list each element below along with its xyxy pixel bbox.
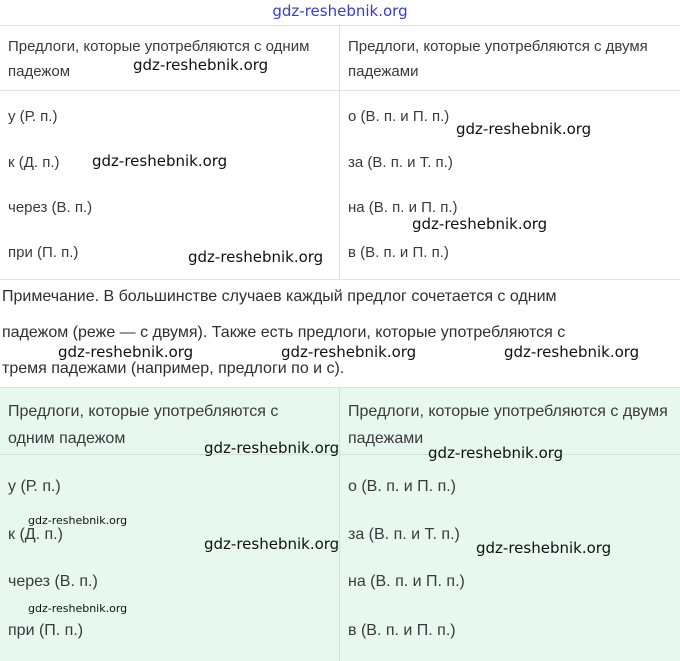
table2-right-cell: за (В. п. и Т. п.) (348, 526, 460, 543)
note-line-2: падежом (реже — с двумя). Также есть предлоги, которые употребляются с (2, 324, 566, 341)
table2-left-cell: через (В. п.) (8, 573, 98, 590)
watermark-overlay: gdz-reshebnik.org (204, 439, 340, 457)
watermark-overlay: gdz-reshebnik.org (28, 514, 128, 527)
watermark-overlay: gdz-reshebnik.org (92, 152, 228, 170)
table2-left-cell: при (П. п.) (8, 622, 84, 639)
watermark-overlay: gdz-reshebnik.org (188, 248, 324, 266)
header-divider (0, 454, 680, 455)
column-divider (339, 26, 340, 279)
watermark-overlay: gdz-reshebnik.org (412, 215, 548, 233)
table2-header-right: Предлоги, которые употребляются с двумя падежами (348, 403, 668, 447)
watermark-overlay: gdz-reshebnik.org (58, 343, 194, 361)
watermark-overlay: gdz-reshebnik.org (133, 56, 269, 74)
table1-right-cell: на (В. п. и П. п.) (348, 199, 458, 216)
table1-left-cell: через (В. п.) (8, 199, 93, 216)
column-divider (339, 388, 340, 661)
watermark-overlay: gdz-reshebnik.org (428, 444, 564, 462)
note-line-1: Примечание. В большинстве случаев каждый предлог сочетается с одним (2, 288, 557, 305)
table1-right-cell: в (В. п. и П. п.) (348, 244, 449, 261)
table2-left-cell: к (Д. п.) (8, 526, 63, 543)
watermark-overlay: gdz-reshebnik.org (476, 539, 612, 557)
table2-right-cell: о (В. п. и П. п.) (348, 478, 456, 495)
table1-left-cell: при (П. п.) (8, 244, 79, 261)
table2-right-cell: в (В. п. и П. п.) (348, 622, 456, 639)
table2-right-cell: на (В. п. и П. п.) (348, 573, 465, 590)
note-line-3: тремя падежами (например, предлоги по и с). (2, 360, 345, 377)
table1-header-left: Предлоги, которые употребляются с одним падежом (8, 38, 310, 80)
table2-header-left: Предлоги, которые употребляются с одним падежом (8, 403, 279, 447)
watermark-overlay: gdz-reshebnik.org (281, 343, 417, 361)
table1-left-cell: у (Р. п.) (8, 108, 58, 125)
watermark-overlay: gdz-reshebnik.org (504, 343, 640, 361)
top-watermark: gdz-reshebnik.org (272, 2, 408, 20)
table1-header-right: Предлоги, которые употребляются с двумя падежами (348, 38, 648, 80)
table2-left-cell: у (Р. п.) (8, 478, 61, 495)
header-divider (0, 90, 680, 91)
watermark-overlay: gdz-reshebnik.org (28, 602, 128, 615)
watermark-overlay: gdz-reshebnik.org (456, 120, 592, 138)
table1-right-cell: о (В. п. и П. п.) (348, 108, 450, 125)
watermark-overlay: gdz-reshebnik.org (204, 535, 340, 553)
table1-right-cell: за (В. п. и Т. п.) (348, 154, 453, 171)
table1-left-cell: к (Д. п.) (8, 154, 60, 171)
